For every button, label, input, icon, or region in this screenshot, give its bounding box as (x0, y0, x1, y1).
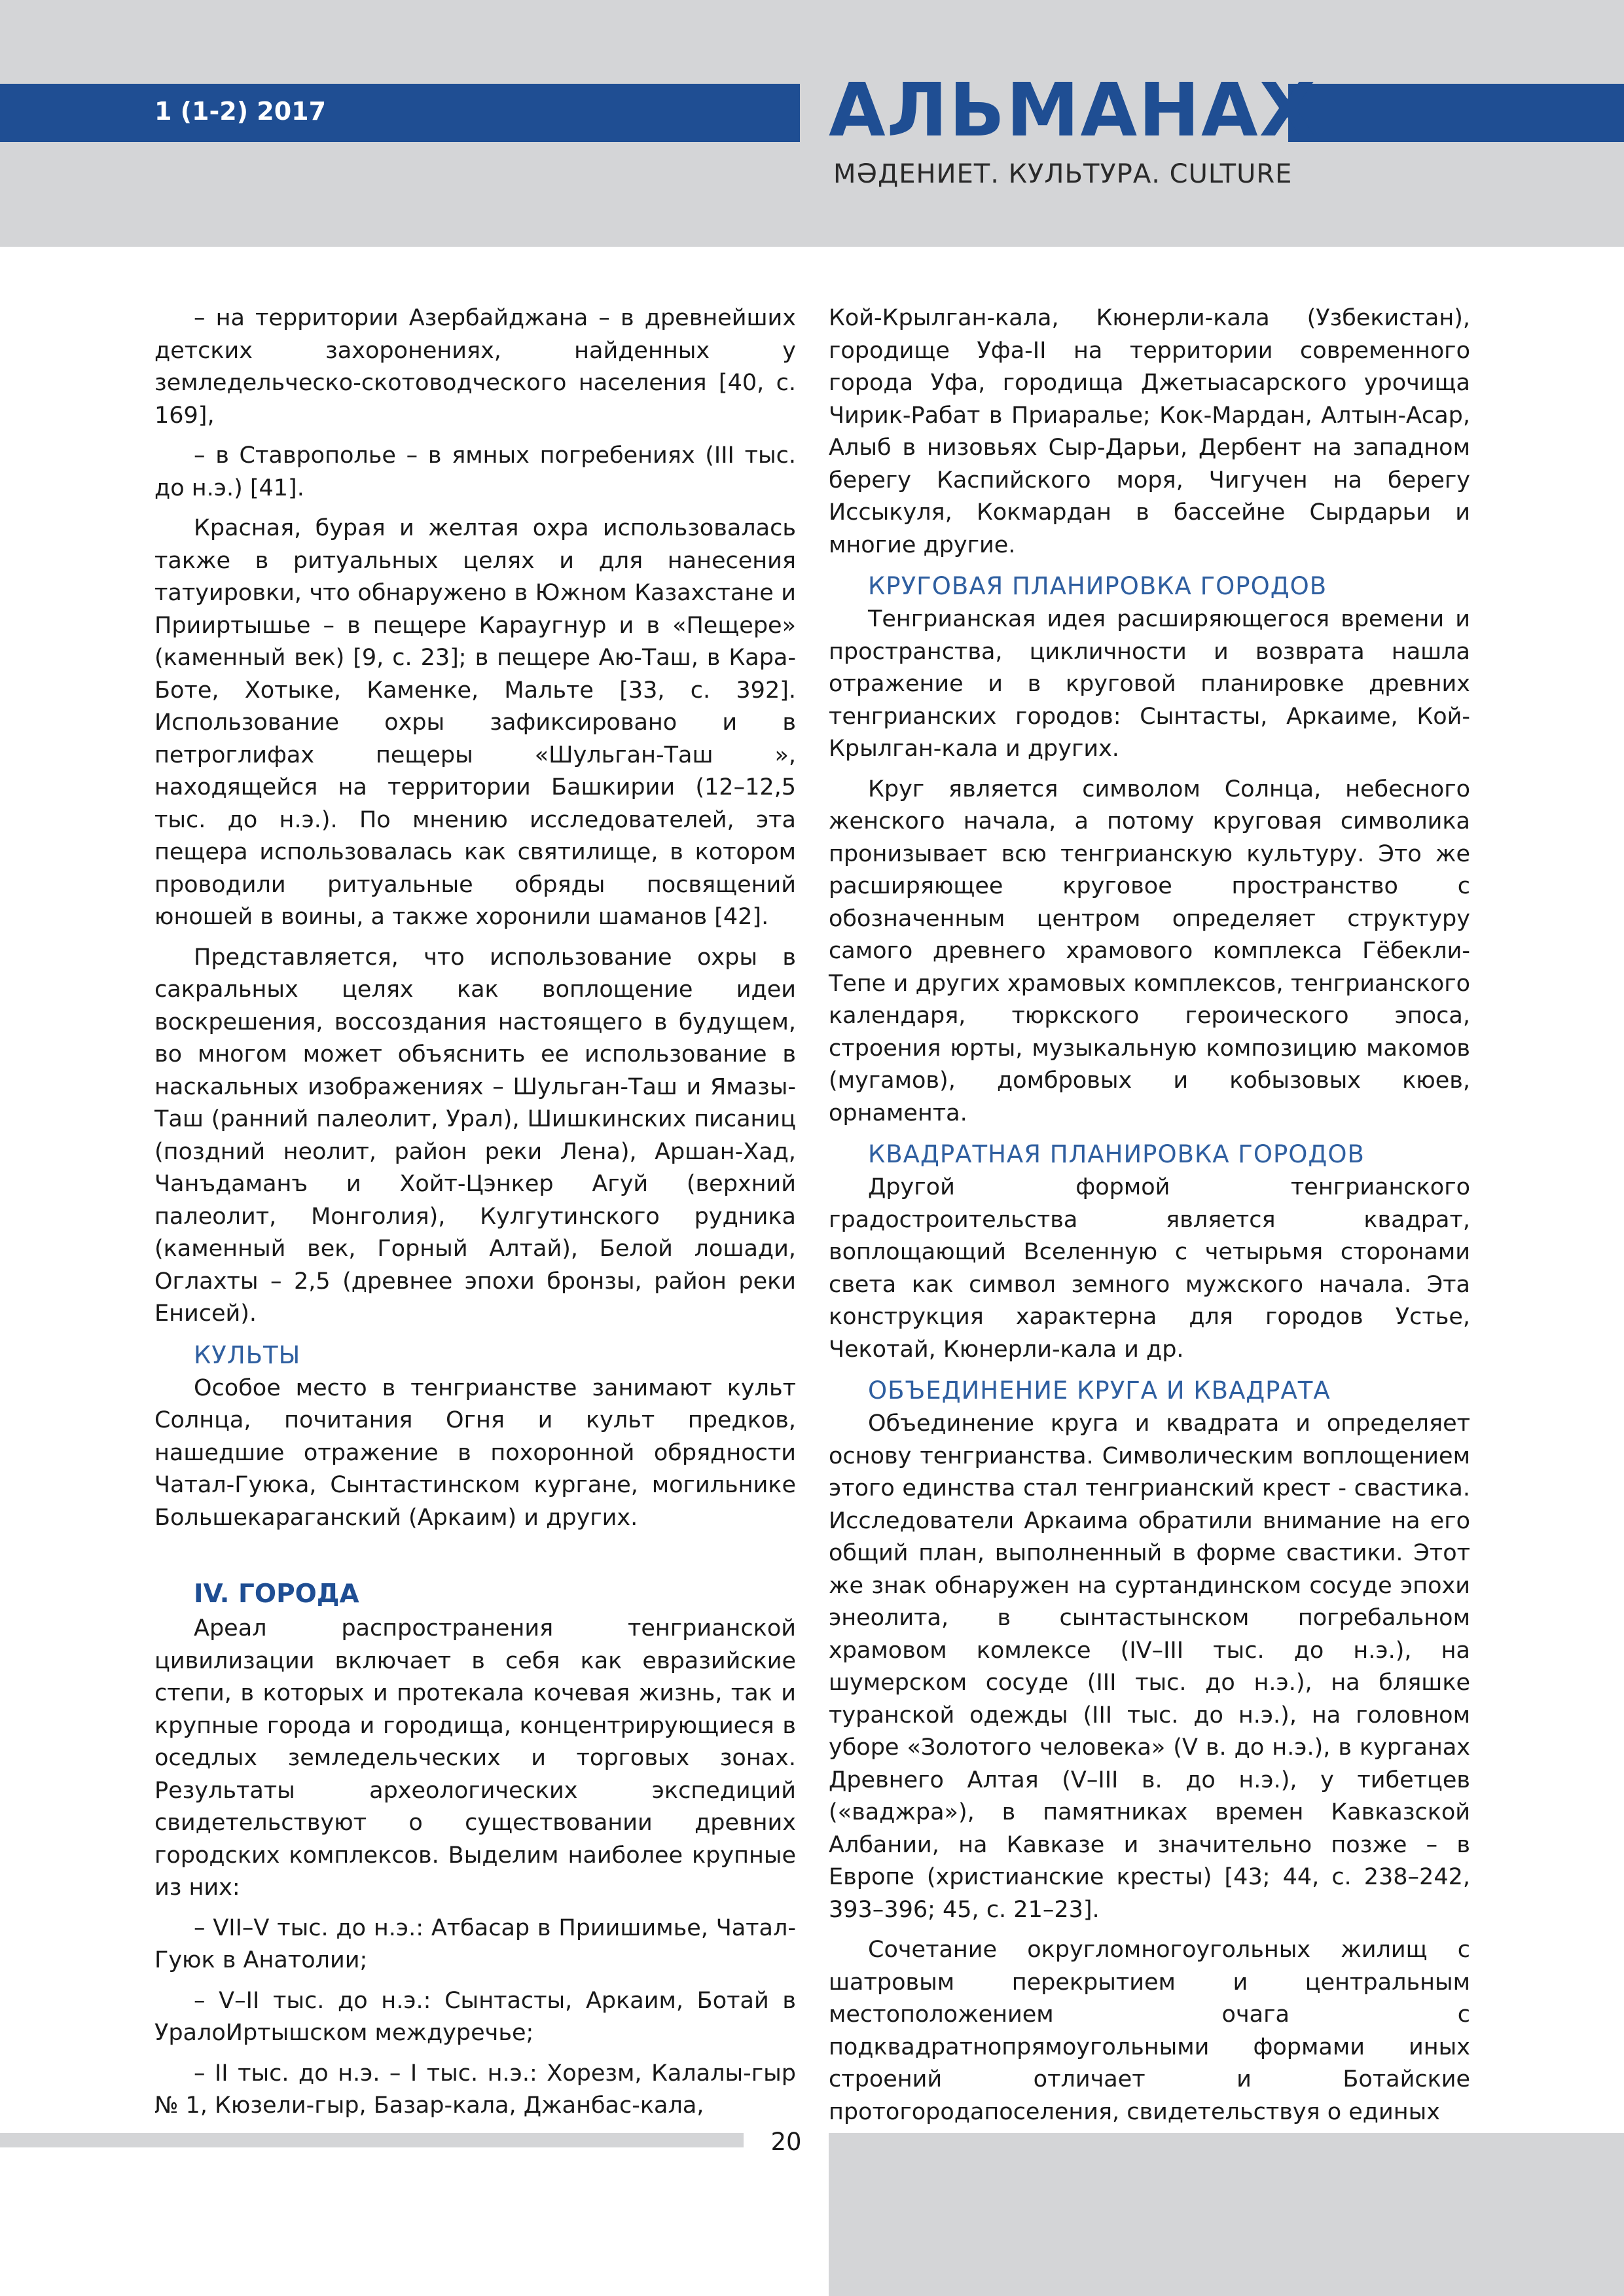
left-column (154, 302, 796, 2130)
paragraph: Особое место в тенгрианстве занимают культ Солнца, почитания Огня и культ предков, нашедшие отражение в похоронной обрядности Чатал-Гуюка, Сынтастинском кургане, могильнике Большекараганский (Аркаим) и других. (154, 1374, 796, 1531)
section-heading-square: КВАДРАТНАЯ ПЛАНИРОВКА ГОРОДОВ (868, 1140, 1365, 1168)
header-band-right (1288, 84, 1624, 142)
page-number: 20 (770, 2128, 802, 2156)
footer-block (829, 2133, 1624, 2296)
section-heading-cities: IV. ГОРОДА (194, 1579, 359, 1609)
paragraph: Круг является символом Солнца, небесного женского начала, а потому круговая символика пронизывает всю тенгрианскую культуру. Это же расширяющее круговое пространство с обозначенным центром определяет структуру самого древнего храмового комплекса Гёбекли-Тепе и других храмовых комплексов, тенгрианского календаря, тюркского героического эпоса, строения юрты, музыкальную композицию макомов (мугамов), домбровых и кобызовых кюев, орнамента. (829, 776, 1470, 1126)
paragraph: Представляется, что использование охры в сакральных целях как воплощение идеи воскрешения, воссоздания настоящего в будущем, во многом может объяснить ее использование в наскальных изображениях – Шульган-Таш и Ямазы-Таш (ранний палеолит, Урал), Шишкинских писаниц (поздний неолит, район реки Лена), Аршан-Хад, Чанъдаманъ и Хойт-Цэнкер Агуй (верхний палеолит, Монголия), Кулгутинского рудника (каменный век, Горный Алтай), Белой лошади, Оглахты – 2,5 (древнее эпохи бронзы, район реки Енисей). (154, 944, 796, 1327)
paragraph: Другой формой тенгрианского градостроительства является квадрат, воплощающий Вселенную с четырьмя сторонами света как символ земного мужского начала. Эта конструкция характерна для городов Устье, Чекотай, Кюнерли-кала и др. (829, 1174, 1470, 1363)
paragraph: Ареал распространения тенгрианской цивилизации включает в себя как евразийские степи, в которых и протекала кочевая жизнь, так и крупные города и городища, концентрирующиеся в оседлых земледельческих и торговых зонах. Результаты археологических экспедиций свидетельствуют о существовании древних городских комплексов. Выделим наиболее крупные из них: (154, 1615, 796, 1901)
paragraph: Объединение круга и квадрата и определяет основу тенгрианства. Символическим воплощением этого единства стал тенгрианский крест - свастика. Исследователи Аркаима обратили внимание на его общий план, выполненный в форме свастики. Этот же знак обнаружен на суртандинском сосуде эпохи энеолита, в сынтастынском погребальном храмовом комлексе (IV–III тыс. до н.э.), на шумерском сосуде (III тыс. до н.э.), на бляшке туранской одежды (III тыс. до н.э.), на головном уборе «Золотого человека» (V в. до н.э.), в курганах Древнего Алтая (V–III в. до н.э.), у тибетцев («ваджра»), в памятниках времен Кавказской Албании, на Кавказе и значительно позже – в Европе (христианские кресты) [43; 44, с. 238–242, 393–396; 45, с. 21–23]. (829, 1410, 1470, 1923)
header-band-left (0, 84, 800, 142)
section-heading-cults: КУЛЬТЫ (194, 1340, 301, 1369)
paragraph: – в Ставрополье – в ямных погребениях (III тыс. до н.э.) [41]. (154, 442, 796, 501)
paragraph: Сочетание округломногоугольных жилищ с шатровым перекрытием и центральным местоположением очага с подквадратнопрямоугольными формами иных строений отличает и Ботайские протогородапоселения, свидетельствуя о единых (829, 1937, 1470, 2125)
footer-bar (0, 2133, 744, 2147)
list-item: – II тыс. до н.э. – I тыс. н.э.: Хорезм, Калалы-гыр № 1, Кюзели-гыр, Базар-кала, Джанбас-кала, (154, 2060, 796, 2119)
paragraph: Красная, бурая и желтая охра использовалась также в ритуальных целях и для нанесения татуировки, что обнаружено в Южном Казахстане и Прииртышье – в пещере Караугнур и в «Пещере» (каменный век) [9, с. 23]; в пещере Аю-Таш, в Кара-Боте, Хотыке, Каменке, Мальте [33, с. 392]. Использование охры зафиксировано и в петроглифах пещеры «Шульган-Таш », находящейся на территории Башкирии (12–12,5 тыс. до н.э.). По мнению исследователей, эта пещера использовалась как святилище, в котором проводили ритуальные обряды посвящений юношей в воины, а также хоронили шаманов [42]. (154, 515, 796, 930)
section-heading-circle: КРУГОВАЯ ПЛАНИРОВКА ГОРОДОВ (868, 572, 1327, 600)
list-item: – VII–V тыс. до н.э.: Атбасар в Приишимье, Чатал-Гуюк в Анатолии; (154, 1914, 796, 1973)
journal-title: АЛЬМАНАХ (829, 68, 1317, 153)
list-item: – V–II тыс. до н.э.: Сынтасты, Аркаим, Ботай в УралоИртышском междуречье; (154, 1987, 796, 2046)
journal-subtitle: МӘДЕНИЕТ. КУЛЬТУРА. CULTURE (833, 159, 1293, 189)
paragraph: – на территории Азербайджана – в древнейших детских захоронениях, найденных у земледельческо-скотоводческого населения [40, с. 169], (154, 305, 796, 429)
issue-number: 1 (1-2) 2017 (154, 97, 327, 126)
paragraph: Кой-Крылган-кала, Кюнерли-кала (Узбекистан), городище Уфа-II на территории современного города Уфа, городища Джетыасарского урочища Чирик-Рабат в Приаралье; Кок-Мардан, Алтын-Асар, Алыб в низовьях Сыр-Дарьи, Дербент на западном берегу Каспийского моря, Чигучен на берегу Иссыкуля, Кокмардан в бассейне Сырдарьи и многие другие. (829, 305, 1470, 558)
right-column (829, 302, 1470, 2136)
paragraph: Тенгрианская идея расширяющегося времени и пространства, цикличности и возврата нашла отражение и в круговой планировке древних тенгрианских городов: Сынтасты, Аркаиме, Кой-Крылган-кала и других. (829, 606, 1470, 762)
section-heading-union: ОБЪЕДИНЕНИЕ КРУГА И КВАДРАТА (868, 1376, 1331, 1405)
